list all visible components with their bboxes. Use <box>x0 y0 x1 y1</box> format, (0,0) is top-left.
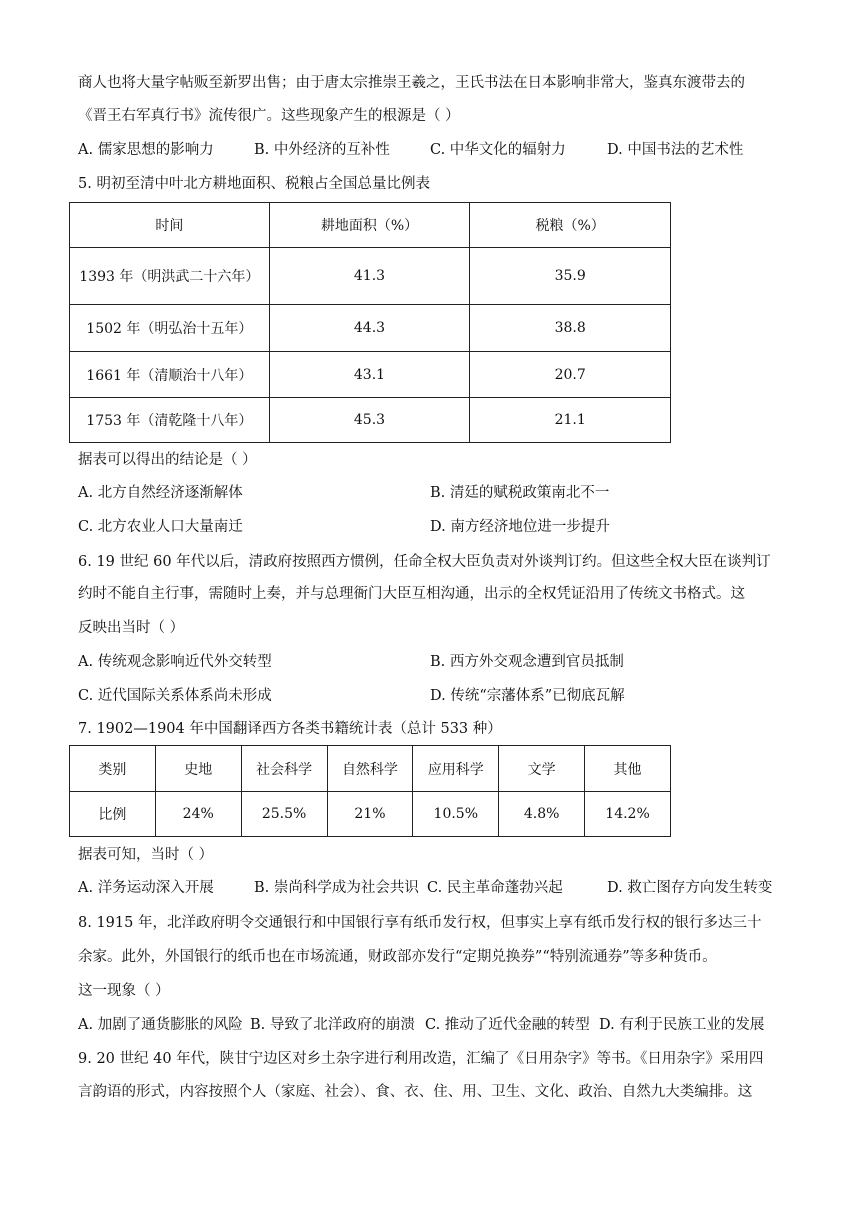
q4-stem-line-2: 《晋王右军真行书》流传很广。这些现象产生的根源是（ ） <box>78 108 460 124</box>
q5-header-time: 时间 <box>70 203 270 248</box>
q6-stem-line-2: 约时不能自主行事，需随时上奏，并与总理衙门大臣互相沟通，出示的全权凭证沿用了传统文书格式。这 <box>78 586 745 602</box>
q5-option-b: B. 清廷的赋税政策南北不一 <box>430 485 610 501</box>
q4-option-b: B. 中外经济的互补性 <box>254 142 390 158</box>
q7-row-label: 比例 <box>70 792 156 837</box>
q4-option-a: A. 儒家思想的影响力 <box>78 142 214 158</box>
q6-stem-line-1: 6. 19 世纪 60 年代以后，清政府按照西方惯例，任命全权大臣负责对外谈判订约。但这些全权大臣在谈判订 <box>78 554 771 570</box>
q7-question: 据表可知，当时（ ） <box>78 847 214 863</box>
q7-cell: 21% <box>327 792 413 837</box>
q5-cell-land: 44.3 <box>269 305 470 352</box>
q5-cell-tax: 38.8 <box>470 305 671 352</box>
q5-question: 据表可以得出的结论是（ ） <box>78 452 257 468</box>
q5-option-d: D. 南方经济地位进一步提升 <box>430 519 610 535</box>
q5-cell-tax: 21.1 <box>470 398 671 443</box>
q7-option-d: D. 救亡图存方向发生转变 <box>607 880 773 896</box>
q9-stem-line-2: 言韵语的形式，内容按照个人（家庭、社会）、食、衣、住、用、卫生、文化、政治、自然九大类编排。这 <box>78 1084 753 1100</box>
table-row <box>70 792 671 837</box>
q5-cell-time: 1502 年（明弘治十五年） <box>70 305 270 352</box>
q8-option-c: C. 推动了近代金融的转型 <box>425 1017 590 1033</box>
table-row <box>70 352 671 398</box>
q7-cell: 24% <box>155 792 241 837</box>
q5-cell-tax: 35.9 <box>470 248 671 305</box>
q4-stem-line-1: 商人也将大量字帖贩至新罗出售；由于唐太宗推崇王羲之，王氏书法在日本影响非常大，鉴真东渡带去的 <box>78 75 745 91</box>
q5-title: 5. 明初至清中叶北方耕地面积、税粮占全国总量比例表 <box>78 176 430 192</box>
q5-option-c: C. 北方农业人口大量南迁 <box>78 519 243 535</box>
q7-header-literature: 文学 <box>499 746 585 792</box>
q5-cell-time: 1661 年（清顺治十八年） <box>70 352 270 398</box>
q7-table <box>69 745 671 837</box>
q5-header-tax: 税粮（%） <box>470 203 671 248</box>
q6-option-d: D. 传统“宗藩体系”已彻底瓦解 <box>430 688 625 704</box>
q6-option-a: A. 传统观念影响近代外交转型 <box>78 654 272 670</box>
q8-stem-line-3: 这一现象（ ） <box>78 983 170 999</box>
q7-option-a: A. 洋务运动深入开展 <box>78 880 214 896</box>
q8-stem-line-1: 8. 1915 年，北洋政府明令交通银行和中国银行享有纸币发行权，但事实上享有纸币发行权的银行多达三十 <box>78 915 762 931</box>
q7-header-category: 类别 <box>70 746 156 792</box>
q4-option-d: D. 中国书法的艺术性 <box>607 142 744 158</box>
q7-header-applied-science: 应用科学 <box>413 746 499 792</box>
table-row <box>70 398 671 443</box>
q7-cell: 4.8% <box>499 792 585 837</box>
q7-option-b: B. 崇尚科学成为社会共识 <box>254 880 419 896</box>
q6-option-c: C. 近代国际关系体系尚未形成 <box>78 688 272 704</box>
q5-cell-land: 41.3 <box>269 248 470 305</box>
q5-cell-time: 1753 年（清乾隆十八年） <box>70 398 270 443</box>
q7-cell: 10.5% <box>413 792 499 837</box>
q5-table <box>69 202 671 443</box>
q5-header-land: 耕地面积（%） <box>269 203 470 248</box>
q7-cell: 25.5% <box>241 792 327 837</box>
q6-stem-line-3: 反映出当时（ ） <box>78 620 185 636</box>
q6-option-b: B. 西方外交观念遭到官员抵制 <box>430 654 624 670</box>
q8-option-b: B. 导致了北洋政府的崩溃 <box>250 1017 415 1033</box>
q5-table-header-row <box>70 203 671 248</box>
table-row <box>70 248 671 305</box>
q8-option-d: D. 有利于民族工业的发展 <box>599 1017 765 1033</box>
q7-header-other: 其他 <box>585 746 671 792</box>
q5-option-a: A. 北方自然经济逐渐解体 <box>78 485 243 501</box>
q5-cell-time: 1393 年（明洪武二十六年） <box>70 248 270 305</box>
q7-header-natural-science: 自然科学 <box>327 746 413 792</box>
q9-stem-line-1: 9. 20 世纪 40 年代，陕甘宁边区对乡土杂字进行利用改造，汇编了《日用杂字》等书。《日用杂字》采用四 <box>78 1051 764 1067</box>
q8-stem-line-2: 余家。此外，外国银行的纸币也在市场流通，财政部亦发行“定期兑换券”“特别流通券”等多种货币。 <box>78 949 717 965</box>
q5-cell-tax: 20.7 <box>470 352 671 398</box>
q7-table-header-row <box>70 746 671 792</box>
table-row <box>70 305 671 352</box>
q5-cell-land: 43.1 <box>269 352 470 398</box>
q7-cell: 14.2% <box>585 792 671 837</box>
q7-title: 7. 1902—1904 年中国翻译西方各类书籍统计表（总计 533 种） <box>78 721 502 737</box>
q5-cell-land: 45.3 <box>269 398 470 443</box>
q8-option-a: A. 加剧了通货膨胀的风险 <box>78 1017 243 1033</box>
q7-option-c: C. 民主革命蓬勃兴起 <box>427 880 563 896</box>
q4-option-c: C. 中华文化的辐射力 <box>430 142 566 158</box>
q7-header-social-science: 社会科学 <box>241 746 327 792</box>
q7-header-history-geo: 史地 <box>155 746 241 792</box>
